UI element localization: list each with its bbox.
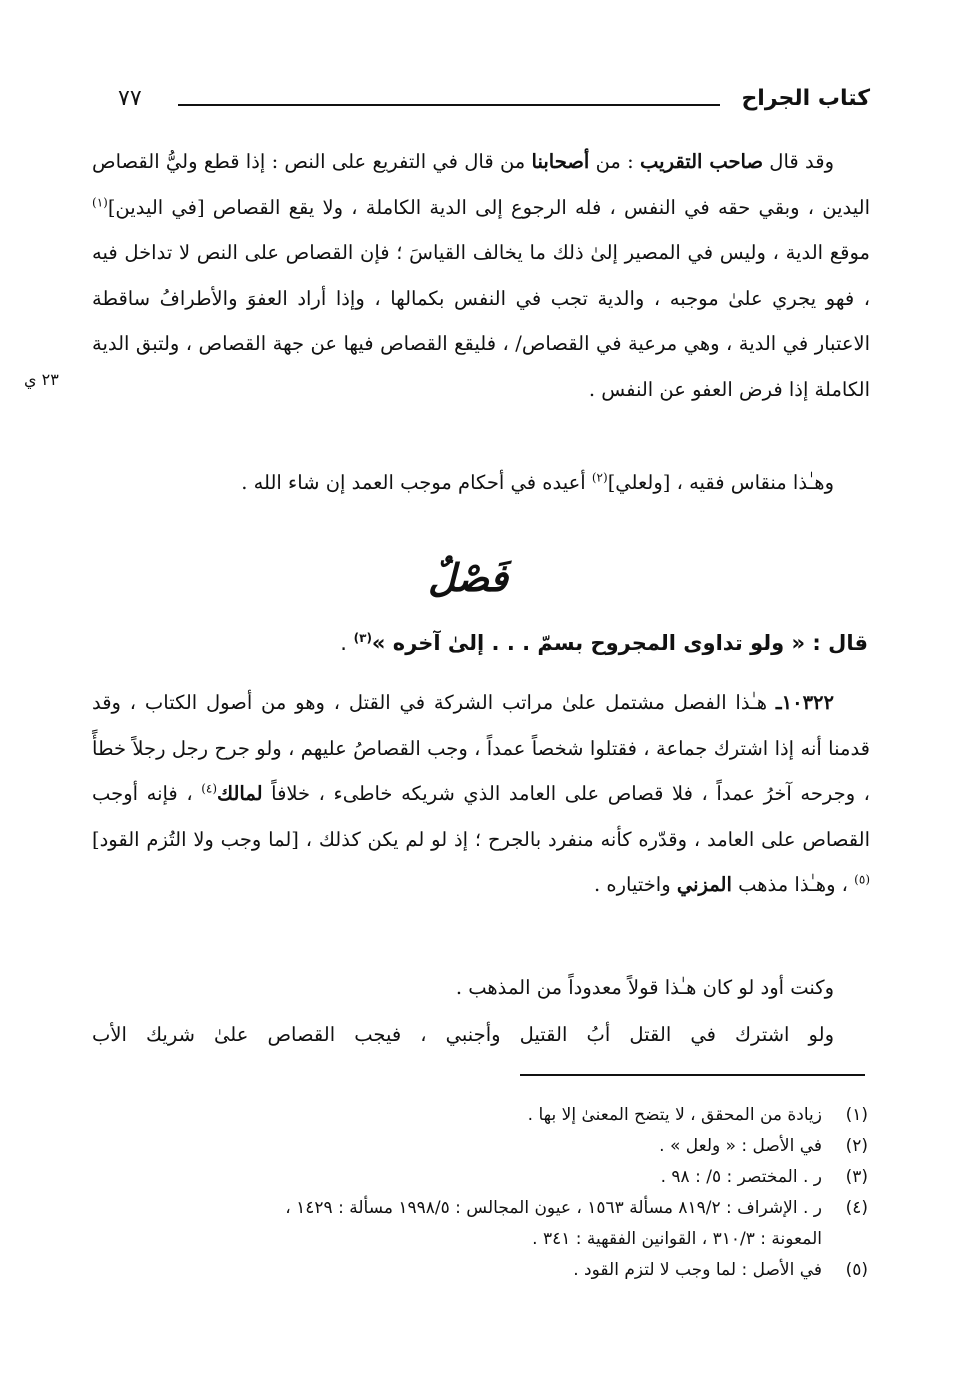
- p3-text-e: واختياره .: [594, 873, 677, 896]
- page-number: ٧٧: [118, 86, 142, 111]
- running-header: [118, 80, 870, 120]
- p1-text-d: من قال في التفريع على النص : إذا قطع وليُّ القصاص اليدين ، وبقي حقه في النفس ، فله الرجوع إلى الدية الكاملة ، ولا يقع القصاص [في اليدين]: [92, 150, 870, 219]
- p2-text-b: أعيده في أحكام موجب العمد إن شاء الله .: [241, 471, 592, 494]
- footnote-separator: [520, 1074, 865, 1076]
- footnote-number: (٣): [845, 1167, 868, 1187]
- footnote-ref-3[interactable]: (٣): [353, 631, 372, 645]
- paragraph-2: [92, 460, 870, 506]
- header-rule: [178, 104, 720, 106]
- qala-label: قال :: [812, 631, 868, 655]
- paragraph-3: [92, 680, 870, 908]
- p1-bold-companions: أصحابنا: [531, 150, 590, 173]
- footnote-text: ر . الإشراف : ٨١٩/٢ مسألة ١٥٦٣ ، عيون المجالس : ١٩٩٨/٥ مسألة : ١٤٢٩ ،: [285, 1198, 822, 1218]
- section-heading-ornament: [418, 548, 518, 612]
- footnote-ref-2[interactable]: (٢): [591, 470, 608, 485]
- section-heading: فَصْلٌ: [428, 555, 508, 600]
- footnote-4: [88, 1193, 868, 1224]
- p3-bold-malik: لمالك: [217, 782, 263, 805]
- footnote-5: [88, 1255, 868, 1286]
- qala-quote: « ولو تداوى المجروح بسمّ . . . إلىٰ آخره »: [371, 631, 813, 655]
- paragraph-4: وكنت أود لو كان هـٰذا قولاً معدوداً من المذهب .: [455, 976, 834, 999]
- qala-end: .: [340, 631, 354, 655]
- footnote-1: [88, 1100, 868, 1131]
- footnote-text: في الأصل : لما وجب لا لتزم القود .: [573, 1260, 822, 1280]
- p3-text-c: ، فإنه أوجب القصاص على العامد ، وقدّره كأنه منفرد بالجرح ؛ إذ لو لم يكن كذلك ، [لما وجب ولا التُزم القود]: [92, 782, 870, 851]
- paragraph-1: [92, 139, 870, 412]
- qala-quote-line: [340, 618, 868, 668]
- paragraph-number: ١٠٣٢٢ـ: [775, 691, 834, 714]
- footnote-2: [88, 1131, 868, 1162]
- footnote-text: زيادة من المحقق ، لا يتضح المعنىٰ إلا بها .: [527, 1105, 822, 1125]
- margin-folio-note: ٢٣ ي: [24, 370, 59, 389]
- footnote-4-continuation: المعونة : ٣١٠/٣ ، القوانين الفقهية : ٣٤١ .: [532, 1229, 822, 1249]
- footnote-ref-4[interactable]: (٤): [201, 781, 218, 796]
- footnote-text: في الأصل : « ولعل » .: [659, 1136, 822, 1156]
- paragraph-5: ولو اشترك في القتل أبُ القتيل وأجنبي ، فيجب القصاص علىٰ شريك الأب: [92, 1023, 834, 1046]
- footnote-3: [88, 1162, 868, 1193]
- p1-text-c: : من: [589, 150, 641, 173]
- footnote-number: (١): [845, 1105, 868, 1125]
- footnote-number: (٢): [845, 1136, 868, 1156]
- p1-bold-author: صاحب التقريب: [640, 150, 764, 173]
- footnotes: [88, 1100, 868, 1286]
- footnote-ref-5[interactable]: (٥): [854, 872, 870, 887]
- p3-text-a: هـٰذا الفصل مشتمل علىٰ مراتب الشركة في القتل ، وهو من أصول الكتاب ، وقد قدمنا أنه إذا اشترك جماعة ، فقتلوا شخصاً عمداً ، وجب القصاصُ عليهم ، ولو جرح رجل رجلاً خطأً ، وجرحه آخرُ عمداً ، فلا قصاص على العامد الذي شريكه خاطىء ، خلافاً: [92, 691, 870, 805]
- p3-text-d: ، وهـٰذا مذهب: [731, 873, 855, 896]
- footnote-number: (٥): [845, 1260, 868, 1280]
- footnote-text: ر . المختصر : ٥/ : ٩٨ .: [660, 1167, 822, 1187]
- book-title: كتاب الجراح: [741, 86, 870, 111]
- p2-text-a: وهـٰذا منقاس فقيه ، [ولعلي]: [607, 471, 834, 494]
- p1-text-e: موقع الدية ، وليس في المصير إلىٰ ذلك ما يخالف القياسَ ؛ فإن القصاص على النص لا تداخل فيه ، فهو يجري علىٰ موجبه ، والدية تجب في النفس بكمالها ، وإذا أراد العفوَ والأطرافُ ساقطة الاعتبار في الدية ، وهي مرعية في القصاص/ ، فليقع القصاص فيها عن جهة القصاص ، ولتبق الدية الكاملة إذا فرض العفو عن النفس .: [92, 241, 870, 401]
- p3-bold-muzani: المزني: [676, 873, 732, 896]
- p1-text-a: وقد قال: [763, 150, 834, 173]
- footnote-number: (٤): [845, 1198, 868, 1218]
- footnote-ref-1[interactable]: (١): [92, 195, 108, 209]
